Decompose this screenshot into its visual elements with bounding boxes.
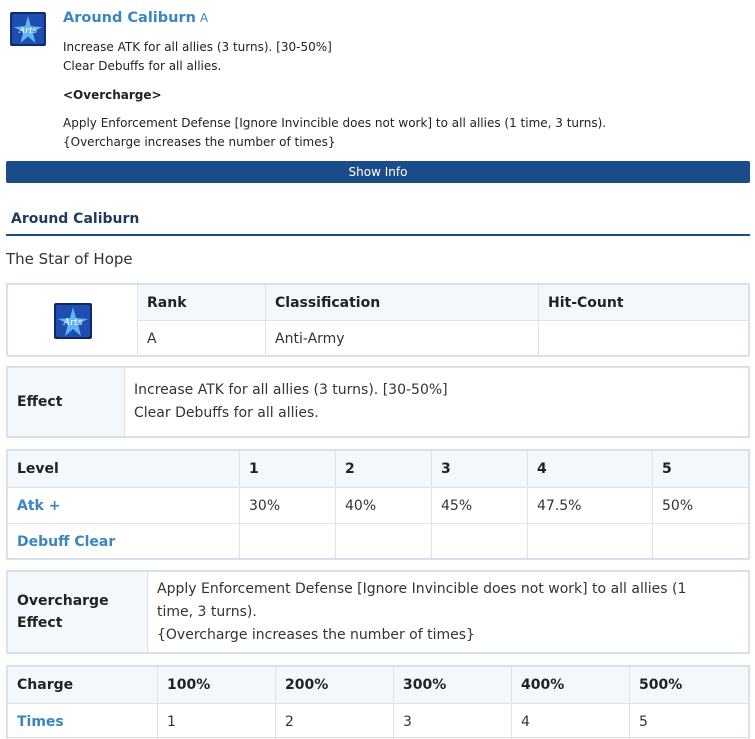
times-value-3: 3 xyxy=(394,704,512,739)
overcharge-effect-label xyxy=(8,572,148,653)
summary-effect-line-1: Increase ATK for all allies (3 turns). [30-50%] xyxy=(63,40,332,54)
charge-100-header: 100% xyxy=(158,667,276,704)
table-row xyxy=(8,524,749,560)
np-icon-cell xyxy=(8,285,138,357)
rank-value: A xyxy=(138,321,266,357)
np-subtitle: The Star of Hope xyxy=(6,250,133,268)
charge-header: Charge xyxy=(8,667,158,704)
debuff-value-3 xyxy=(432,524,528,560)
times-value-5: 5 xyxy=(630,704,749,739)
overcharge-label-line-1: Overcharge xyxy=(17,593,109,609)
level-header: Level xyxy=(8,451,240,488)
effect-text xyxy=(125,368,749,437)
overcharge-line-1: Apply Enforcement Defense [Ignore Invincible does not work] to all allies (1 xyxy=(157,580,687,597)
overcharge-effect-text xyxy=(148,572,749,653)
level-2-header: 2 xyxy=(336,451,432,488)
times-row-label[interactable]: Times xyxy=(8,704,158,739)
classification-value: Anti-Army xyxy=(266,321,539,357)
atk-value-1: 30% xyxy=(240,488,336,524)
np-section-header xyxy=(6,206,750,236)
debuff-value-1 xyxy=(240,524,336,560)
charge-header-row xyxy=(8,667,749,704)
effect-line-2: Clear Debuffs for all allies. xyxy=(134,405,319,421)
hit-count-header: Hit-Count xyxy=(539,285,749,321)
charge-200-header: 200% xyxy=(276,667,394,704)
np-header-title: Around Caliburn xyxy=(11,211,140,227)
debuff-clear-row-label[interactable]: Debuff Clear xyxy=(8,524,240,560)
debuff-value-4 xyxy=(528,524,653,560)
times-value-1: 1 xyxy=(158,704,276,739)
debuff-value-5 xyxy=(653,524,749,560)
charge-table xyxy=(6,665,750,738)
summary-title[interactable] xyxy=(63,10,208,26)
debuff-value-2 xyxy=(336,524,432,560)
rank-header: Rank xyxy=(138,285,266,321)
effect-line-1: Increase ATK for all allies (3 turns). [30-50%] xyxy=(134,382,448,398)
summary-oc-line-1: Apply Enforcement Defense [Ignore Invincible does not work] to all allies (1 time, 3 turns). xyxy=(63,116,607,130)
charge-300-header: 300% xyxy=(394,667,512,704)
level-1-header: 1 xyxy=(240,451,336,488)
show-info-button[interactable]: Show Info xyxy=(6,161,750,183)
times-value-2: 2 xyxy=(276,704,394,739)
level-3-header: 3 xyxy=(432,451,528,488)
level-header-row xyxy=(8,451,749,488)
overcharge-line-3: {Overcharge increases the number of times} xyxy=(157,626,475,643)
summary-overcharge-label: <Overcharge> xyxy=(63,88,162,102)
atk-row-label[interactable]: Atk + xyxy=(8,488,240,524)
effect-label: Effect xyxy=(8,368,125,437)
summary-oc-line-2: {Overcharge increases the number of times} xyxy=(63,135,336,149)
level-5-header: 5 xyxy=(653,451,749,488)
np-effect-table xyxy=(6,366,750,438)
atk-value-3: 45% xyxy=(432,488,528,524)
overcharge-line-2: time, 3 turns). xyxy=(157,603,257,620)
summary-rank: A xyxy=(199,11,209,25)
atk-value-4: 47.5% xyxy=(528,488,653,524)
level-table xyxy=(6,449,750,559)
charge-400-header: 400% xyxy=(512,667,630,704)
hit-count-value xyxy=(539,321,749,357)
times-value-4: 4 xyxy=(512,704,630,739)
atk-value-5: 50% xyxy=(653,488,749,524)
level-4-header: 4 xyxy=(528,451,653,488)
overcharge-effect-table xyxy=(6,570,750,654)
np-summary xyxy=(0,0,755,160)
arts-card-icon xyxy=(10,12,46,46)
table-row xyxy=(8,704,749,739)
classification-header: Classification xyxy=(266,285,539,321)
np-info-table xyxy=(6,283,750,356)
arts-card-icon xyxy=(54,303,92,339)
atk-value-2: 40% xyxy=(336,488,432,524)
summary-effect-line-2: Clear Debuffs for all allies. xyxy=(63,59,222,73)
overcharge-label-line-2: Effect xyxy=(17,615,63,631)
summary-title-text[interactable]: Around Caliburn xyxy=(63,10,196,26)
table-row xyxy=(8,488,749,524)
charge-500-header: 500% xyxy=(630,667,749,704)
